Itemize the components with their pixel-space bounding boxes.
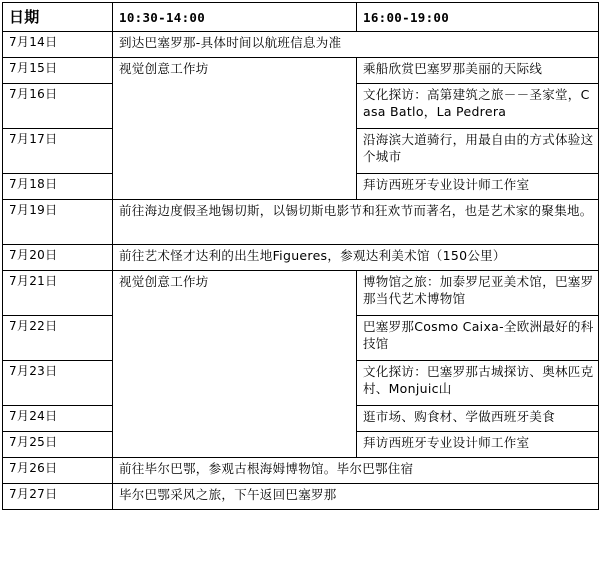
row-date: 7月20日 [3, 245, 113, 271]
row-activity-full: 前往毕尔巴鄂，参观古根海姆博物馆。毕尔巴鄂住宿 [113, 458, 599, 484]
row-morning-activity: 视觉创意工作坊 [113, 271, 357, 458]
row-afternoon-activity: 巴塞罗那Cosmo Caixa-全欧洲最好的科技馆 [357, 316, 599, 361]
table-row [3, 245, 599, 271]
row-afternoon-activity: 拜访西班牙专业设计师工作室 [357, 432, 599, 458]
row-morning-activity: 视觉创意工作坊 [113, 58, 357, 200]
row-date: 7月24日 [3, 406, 113, 432]
row-date: 7月19日 [3, 200, 113, 245]
row-date: 7月27日 [3, 484, 113, 510]
table-row [3, 271, 599, 316]
row-activity-full: 到达巴塞罗那-具体时间以航班信息为准 [113, 32, 599, 58]
row-afternoon-activity: 乘船欣赏巴塞罗那美丽的天际线 [357, 58, 599, 84]
table-row [3, 484, 599, 510]
row-date: 7月18日 [3, 174, 113, 200]
row-date: 7月22日 [3, 316, 113, 361]
header-date: 日期 [3, 3, 113, 32]
row-activity-full: 前往艺术怪才达利的出生地Figueres，参观达利美术馆（150公里） [113, 245, 599, 271]
row-afternoon-activity: 文化探访：高第建筑之旅－－圣家堂，Casa Batlo，La Pedrera [357, 84, 599, 129]
row-activity-full: 前往海边度假圣地锡切斯，以锡切斯电影节和狂欢节而著名，也是艺术家的聚集地。 [113, 200, 599, 245]
row-afternoon-activity: 沿海滨大道骑行，用最自由的方式体验这个城市 [357, 129, 599, 174]
row-afternoon-activity: 拜访西班牙专业设计师工作室 [357, 174, 599, 200]
row-date: 7月14日 [3, 32, 113, 58]
row-date: 7月15日 [3, 58, 113, 84]
table-row [3, 32, 599, 58]
row-date: 7月21日 [3, 271, 113, 316]
row-date: 7月26日 [3, 458, 113, 484]
row-date: 7月23日 [3, 361, 113, 406]
row-date: 7月16日 [3, 84, 113, 129]
header-morning: 10:30-14:00 [113, 3, 357, 32]
table-row [3, 458, 599, 484]
table-row [3, 200, 599, 245]
row-afternoon-activity: 逛市场、购食材、学做西班牙美食 [357, 406, 599, 432]
schedule-table [2, 2, 599, 510]
row-afternoon-activity: 文化探访：巴塞罗那古城探访、奥林匹克村、Monjuic山 [357, 361, 599, 406]
row-afternoon-activity: 博物馆之旅：加泰罗尼亚美术馆，巴塞罗那当代艺术博物馆 [357, 271, 599, 316]
header-row [3, 3, 599, 32]
table-row [3, 58, 599, 84]
row-date: 7月25日 [3, 432, 113, 458]
row-date: 7月17日 [3, 129, 113, 174]
header-afternoon: 16:00-19:00 [357, 3, 599, 32]
row-activity-full: 毕尔巴鄂采风之旅，下午返回巴塞罗那 [113, 484, 599, 510]
